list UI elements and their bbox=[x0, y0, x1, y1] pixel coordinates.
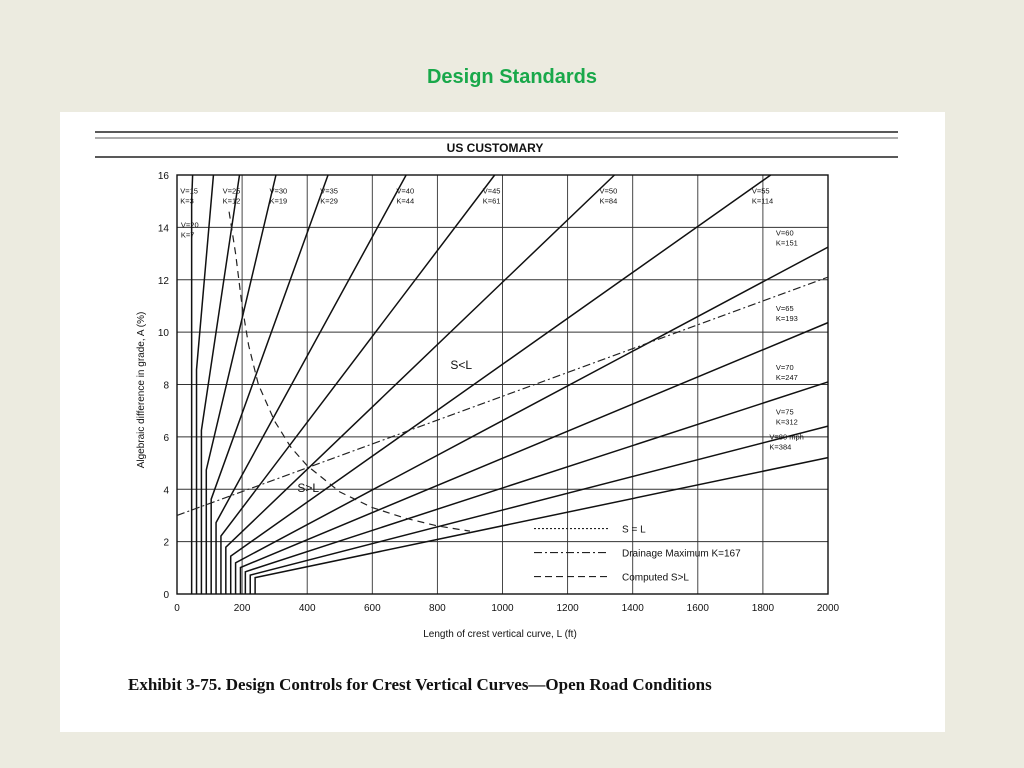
design-line-k-label: K=114 bbox=[751, 196, 774, 206]
y-axis-label: Algebraic difference in grade, A (%) bbox=[136, 311, 147, 469]
legend-label: Drainage Maximum K=167 bbox=[622, 548, 741, 560]
design-line-speed-label: V=25 bbox=[222, 186, 241, 196]
design-line-speed-label: V=15 bbox=[180, 186, 198, 196]
design-line-speed-label: V=60 bbox=[775, 228, 794, 238]
design-line-k-label: K=44 bbox=[396, 196, 415, 206]
design-line-k-label: K=3 bbox=[180, 196, 194, 206]
x-tick-label: 600 bbox=[363, 603, 381, 614]
design-line-k-label: K=19 bbox=[269, 196, 288, 206]
x-axis-label: Length of crest vertical curve, L (ft) bbox=[423, 629, 577, 640]
design-line-k-label: K=193 bbox=[775, 313, 798, 323]
x-tick-label: 1400 bbox=[621, 603, 644, 614]
y-tick-label: 14 bbox=[157, 223, 169, 235]
labels-layer bbox=[180, 186, 804, 495]
y-tick-label: 16 bbox=[157, 171, 169, 182]
design-line-series bbox=[245, 382, 828, 594]
crest-curve-chart bbox=[60, 112, 945, 732]
design-line-k-label: K=84 bbox=[599, 196, 618, 206]
design-line-k-label: K=247 bbox=[775, 373, 798, 383]
y-tick-label: 6 bbox=[163, 432, 169, 444]
design-line-speed-label: V=70 bbox=[775, 363, 794, 373]
x-tick-label: 800 bbox=[429, 603, 446, 614]
design-line-k-label: K=29 bbox=[320, 196, 338, 206]
legend-label: S = L bbox=[622, 524, 646, 536]
design-line-speed-label: V=45 bbox=[482, 186, 501, 196]
design-line-speed-label: V=50 bbox=[599, 186, 618, 196]
x-tick-label: 1200 bbox=[556, 603, 579, 614]
legend-layer bbox=[534, 525, 741, 584]
slide-title: Design Standards bbox=[426, 66, 598, 88]
y-tick-label: 0 bbox=[163, 590, 169, 601]
computed-s-gt-l-curve bbox=[229, 212, 473, 531]
design-line-speed-label: V=75 bbox=[775, 407, 794, 417]
x-tick-label: 1800 bbox=[751, 603, 775, 614]
region-label-s-lt-l: S<L bbox=[450, 357, 473, 372]
design-line-k-label: K=12 bbox=[222, 196, 241, 206]
x-tick-label: 0 bbox=[174, 603, 180, 614]
design-line-series bbox=[250, 426, 828, 594]
design-line-speed-label: V=40 bbox=[396, 186, 415, 196]
design-line-k-label: K=384 bbox=[769, 442, 792, 452]
design-line-speed-label: V=35 bbox=[320, 186, 338, 196]
design-line-k-label: K=312 bbox=[775, 417, 798, 427]
grid-layer bbox=[177, 175, 828, 594]
figure-header: US CUSTOMARY bbox=[446, 141, 544, 155]
design-line-k-label: K=151 bbox=[775, 238, 798, 248]
y-tick-label: 2 bbox=[163, 537, 169, 549]
y-tick-label: 12 bbox=[157, 275, 169, 287]
x-tick-label: 1000 bbox=[491, 603, 514, 614]
design-line-k-label: K=61 bbox=[482, 196, 501, 206]
figure-caption: Exhibit 3-75. Design Controls for Crest Vertical Curves—Open Road Conditions bbox=[128, 675, 712, 694]
x-tick-label: 2000 bbox=[816, 603, 840, 614]
x-tick-label: 200 bbox=[233, 603, 251, 614]
design-line-speed-label: V=65 bbox=[775, 303, 794, 313]
x-tick-label: 400 bbox=[298, 603, 316, 614]
design-line-speed-label: V=55 bbox=[751, 186, 770, 196]
x-tick-label: 1600 bbox=[686, 603, 709, 614]
design-line-speed-label: V=30 bbox=[269, 186, 288, 196]
design-line-speed-label: V=80 mph bbox=[769, 432, 804, 442]
y-tick-label: 8 bbox=[163, 380, 169, 392]
figure-panel bbox=[60, 112, 945, 732]
design-line-k-label: K=7 bbox=[180, 230, 195, 240]
y-tick-label: 4 bbox=[163, 485, 169, 497]
legend-label: Computed S>L bbox=[622, 572, 689, 584]
region-label-s-gt-l: S>L bbox=[297, 480, 320, 495]
y-tick-label: 10 bbox=[157, 328, 169, 340]
design-line-speed-label: V=20 bbox=[180, 220, 199, 230]
